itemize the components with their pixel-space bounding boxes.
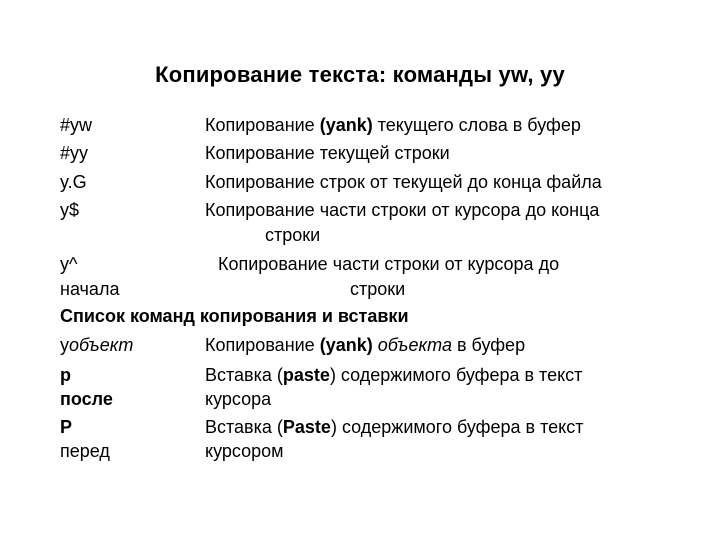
desc-yobject [205,334,525,356]
cmd-yw: #yw [60,115,93,135]
desc-yw-part1: Копирование [205,115,320,135]
desc-P-paste: Paste [282,417,331,437]
desc-yw-yank: (yank) [319,115,373,135]
desc-yy: Копирование текущей строки [205,143,450,163]
cmd-yy: #yy [60,143,89,163]
cmd-ycaret: y^ [60,254,78,274]
cmd-P: P [60,417,73,437]
desc-yobject-yank: (yank) [319,335,373,355]
desc-yobject-1: Копирование [205,335,320,355]
desc-P-cont: курсором [205,441,284,461]
cmd-p: p [60,365,71,385]
desc-P-3: ) содержимого буфера в текст [330,417,584,437]
desc-yG: Копирование строк от текущей до конца файла [205,172,602,192]
desc-ycaret-cont: строки [350,279,406,299]
cmd-yG: y.G [60,172,87,192]
cmd-yobject-y: y [60,335,69,355]
desc-P-1: Вставка ( [205,417,283,437]
desc-p-3: ) содержимого буфера в текст [329,365,583,385]
cmd-yobject-obj: объект [69,335,134,355]
cmd-P-before: перед [60,441,110,461]
slide-title: Копирование текста: команды yw, yy [155,62,565,87]
desc-p-1: Вставка ( [205,365,283,385]
desc-yw [205,114,581,136]
desc-ycaret: Копирование части строки от курсора до [218,254,560,274]
desc-yw-part3: текущего слова в буфер [372,115,581,135]
cmd-yobject [60,334,133,356]
section-header: Список команд копирования и вставки [60,306,409,326]
desc-ydollar: Копирование части строки от курсора до конца [205,200,600,220]
cmd-ycaret-cont: начала [60,279,120,299]
desc-p [205,364,582,386]
desc-yobject-5: в буфер [451,335,526,355]
desc-p-cont: курсора [205,389,272,409]
desc-yobject-obj: объекта [377,335,452,355]
cmd-p-after: после [60,389,113,409]
desc-p-paste: paste [282,365,330,385]
desc-P [205,416,583,438]
desc-ydollar-cont: строки [265,225,321,245]
cmd-ydollar: y$ [60,200,80,220]
